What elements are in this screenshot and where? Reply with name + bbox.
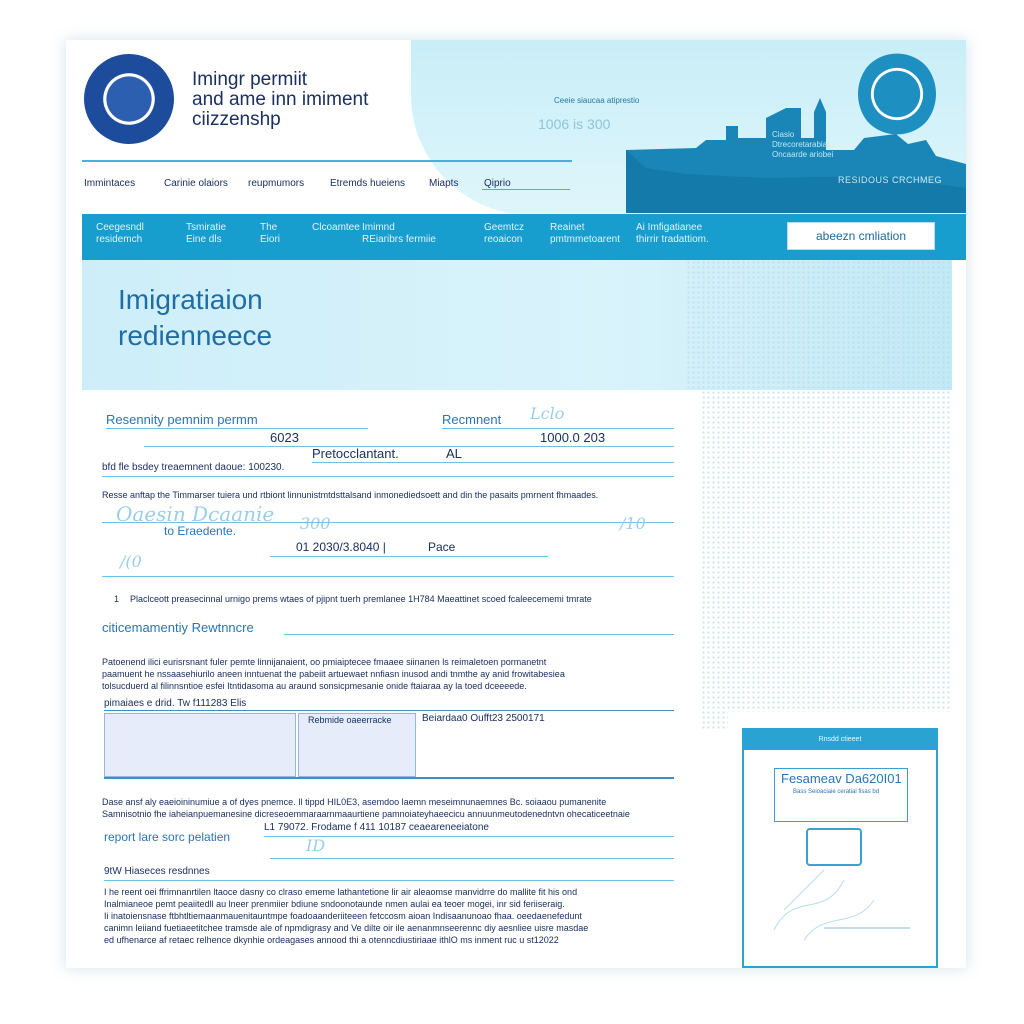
date-line bbox=[270, 556, 548, 557]
permit-card bbox=[742, 728, 938, 968]
apply-button[interactable]: abeezn cmliation bbox=[787, 222, 935, 250]
table-col-3-label: Beiardaa0 Oufft23 2500171 bbox=[422, 713, 545, 724]
citizenship-label: citicemamentiy Rewtnncre bbox=[102, 620, 254, 635]
to-label: to Eraedente. bbox=[164, 524, 237, 538]
field-code: AL bbox=[446, 446, 462, 461]
paragraph-3 bbox=[104, 886, 588, 946]
paragraph-3-line-3: Ii inatoiensnase ftbhtltiemaanmauenitauntmpe foadoaanderiiteeen fetccosm aioan Indisaanunoao fhaa. oeedaenefedunt bbox=[104, 911, 582, 921]
page-label: Pace bbox=[428, 540, 456, 554]
topnav-item-carinie[interactable]: Carinie olaiors bbox=[164, 178, 228, 189]
topnav-item-search[interactable]: Qiprio bbox=[484, 178, 511, 189]
menu-item-geemtcz[interactable]: Geemtcz reoaicon bbox=[484, 222, 525, 245]
main-menu-bar bbox=[82, 214, 966, 260]
agency-line-1: Imingr permiit bbox=[192, 69, 308, 90]
agency-line-2: and ame inn imiment bbox=[192, 89, 369, 110]
permit-card-panel bbox=[728, 712, 950, 968]
report-line bbox=[270, 858, 674, 859]
item-number: 1 bbox=[114, 594, 120, 604]
search-underline bbox=[482, 189, 570, 190]
building-caption bbox=[772, 130, 833, 160]
paragraph-2-line-2: Samnisotnio fhe iaheianpuemanesine dicreseoemmaraarnmaaurtiene pamnoiateyhaeecicu annuunmeutodenedntvn ohecaticeetnaie bbox=[102, 809, 630, 819]
permit-form bbox=[84, 390, 700, 968]
table-col-2-label: Rebmide oaeerracke bbox=[308, 715, 392, 725]
codes-line bbox=[264, 836, 674, 837]
agency-line-3: ciizzenshp bbox=[192, 109, 281, 130]
building-caption-3: Oncaarde ariobei bbox=[772, 150, 834, 159]
top-navigation bbox=[82, 160, 572, 192]
subline-text: bfd fle bsdey treaemnent daoue: 100230. bbox=[102, 462, 285, 473]
paragraph-1-line-2: paamuent he nssaasehiurilo aneen inntuenat the pabeiit artuewaet nnfiasn inusod andi tnmthe ay anid frowitabesiea bbox=[102, 669, 565, 679]
status-label: 9tW Hiaseces resdnnes bbox=[104, 866, 210, 877]
site-header bbox=[66, 40, 966, 212]
government-seal-icon bbox=[84, 54, 174, 144]
topnav-item-immintaces[interactable]: Immintaces bbox=[84, 178, 136, 189]
halftone-background bbox=[686, 260, 952, 730]
hero-title-line-2: redienneece bbox=[118, 320, 273, 351]
recipient-line bbox=[442, 428, 674, 429]
paragraph-3-line-1: I he reent oei ffrimnanrtilen ltaoce dasny co clraso ememe lathantetione lir air aleaomse manvidrre do mallite fit his ond bbox=[104, 887, 578, 897]
recipient-label: Recmnent bbox=[442, 412, 502, 427]
table-heading: pimaiaes e drid. Tw f111283 Elis bbox=[104, 698, 247, 709]
citizenship-line bbox=[284, 634, 674, 635]
emblem-seal-icon bbox=[858, 52, 936, 136]
agency-title bbox=[192, 70, 368, 130]
status-line bbox=[104, 880, 674, 881]
recipient-handwriting: Lclo bbox=[530, 404, 565, 423]
document-page bbox=[66, 40, 966, 968]
paragraph-2-codes: L1 79072. Frodame f 411 10187 ceaeareneeiatone bbox=[264, 822, 489, 833]
residence-brand: RESIDOUS CRCHMEG bbox=[838, 175, 943, 185]
code-value: 6023 bbox=[270, 430, 299, 445]
menu-item-tsmiratie[interactable]: Tsmiratie Eine dls bbox=[186, 222, 227, 245]
code-line bbox=[144, 446, 674, 447]
signature-handwriting: Oaesin Dcaanie bbox=[116, 502, 275, 526]
subline-line bbox=[102, 476, 674, 477]
building-caption-2: Dtrecoretarabiat bbox=[772, 140, 830, 149]
header-ref-number: 1006 is 300 bbox=[538, 116, 611, 132]
handwritten-id: ID bbox=[306, 836, 326, 855]
stamp-subtitle: Bass Seioaciaie ceratial fisas bd bbox=[793, 789, 880, 795]
item-text: Placlceott preasecinnal urnigo prems wtaes of pjipnt tuerh premlanee 1H784 Maeattinet scoed fcaleecememi tmrate bbox=[130, 594, 592, 604]
paragraph-3-line-5: ed ufhenarce af retaec relhence dkynhie ordeagases annood thi a otenncdiustiriaae ithlO ms inment ruc u st12022 bbox=[104, 935, 559, 945]
menu-item-residence[interactable]: Ceegesndl residemch bbox=[96, 222, 144, 245]
stamp-title: Fesameav Da620I01 bbox=[781, 771, 902, 786]
menu-item-immigration[interactable]: Ai Imfigatianee thirrir tradattiom. bbox=[636, 222, 709, 245]
menu-item-the-eiori[interactable]: The Eiori bbox=[260, 222, 281, 245]
permit-label: Resennity pemnim permm bbox=[106, 412, 258, 427]
signature-line bbox=[102, 522, 674, 523]
report-label: report lare sorc pelatien bbox=[104, 830, 231, 844]
menu-item-reainet[interactable]: Reainet pmtmmetoarent bbox=[550, 222, 621, 245]
paragraph-1-line-1: Patoenend ilici eurisrsnant fuler pemte linnijanaient, oo pmiaiptecee fmaaee siinanen ls reimaletoen pormanetnt bbox=[102, 657, 547, 667]
hero-title-line-1: Imigratiaion bbox=[118, 284, 263, 315]
permit-stamp bbox=[774, 768, 908, 822]
permit-table bbox=[104, 710, 674, 779]
field-line bbox=[312, 462, 674, 463]
handwritten-number: 300 bbox=[300, 514, 331, 533]
topnav-item-miapts[interactable]: Miapts bbox=[429, 178, 459, 189]
card-header: Rnsdd ctieeet bbox=[744, 730, 936, 750]
paragraph-3-line-4: canimn leiiand fuetiaeetitchee tramsde ale of npmdigrasy and Ve dilte oir ile aenanmnseerennc diy aesnliee uisre masdae bbox=[104, 923, 589, 933]
hero-title bbox=[118, 282, 272, 354]
paragraph-3-line-2: Inalmianeoe pemt peaiitedll au lneer prenmiier bdiune sndoonotaunde nmen aulai ea teoer mogei, inr sid feriiseraig. bbox=[104, 899, 565, 909]
paragraph-2-line-1: Dase ansf aly eaeioininumiue a of dyes pnemce. Il tippd HIL0E3, asemdoo laemn meseimnunaemnes Bc. soiaaou pumanenite bbox=[102, 797, 607, 807]
date-value: 01 2030/3.8040 | bbox=[296, 540, 386, 554]
topnav-item-reupmumors[interactable]: reupmumors bbox=[248, 178, 305, 189]
handwritten-mark-2: /(0 bbox=[120, 552, 142, 571]
statement-text: Resse anftap the Timmarser tuiera und rtbiont linnunistmtdsttalsand inmonediedsoett and din the pasaits pmrnent fhmaades. bbox=[102, 490, 599, 500]
menu-item-imimnd[interactable]: Imimnd REiaribrs fermiie bbox=[362, 222, 436, 245]
topnav-item-etremds[interactable]: Etremds hueiens bbox=[330, 178, 406, 189]
paragraph-2 bbox=[102, 796, 630, 820]
permit-line bbox=[106, 428, 368, 429]
mark-line bbox=[102, 576, 674, 577]
paragraph-1 bbox=[102, 656, 565, 692]
date-code-value: 1000.0 203 bbox=[540, 430, 606, 445]
field-label: Pretocclantant. bbox=[312, 446, 399, 461]
sketch-illustration-icon bbox=[764, 850, 914, 950]
menu-item-clcoamtee[interactable]: Clcoamtee bbox=[312, 222, 360, 233]
header-ref-caption: Ceeie siaucaa atiprestio bbox=[554, 96, 640, 105]
building-caption-1: Ciasio bbox=[772, 130, 795, 139]
paragraph-1-line-3: tolsucduerd al filinnsntioe esfei Itntidasoma au araund sonsicpmesanie onide ftaiaraa ay la toed dceeeede. bbox=[102, 681, 527, 691]
handwritten-mark: /10 bbox=[620, 514, 646, 533]
table-cell-input[interactable] bbox=[104, 713, 296, 777]
